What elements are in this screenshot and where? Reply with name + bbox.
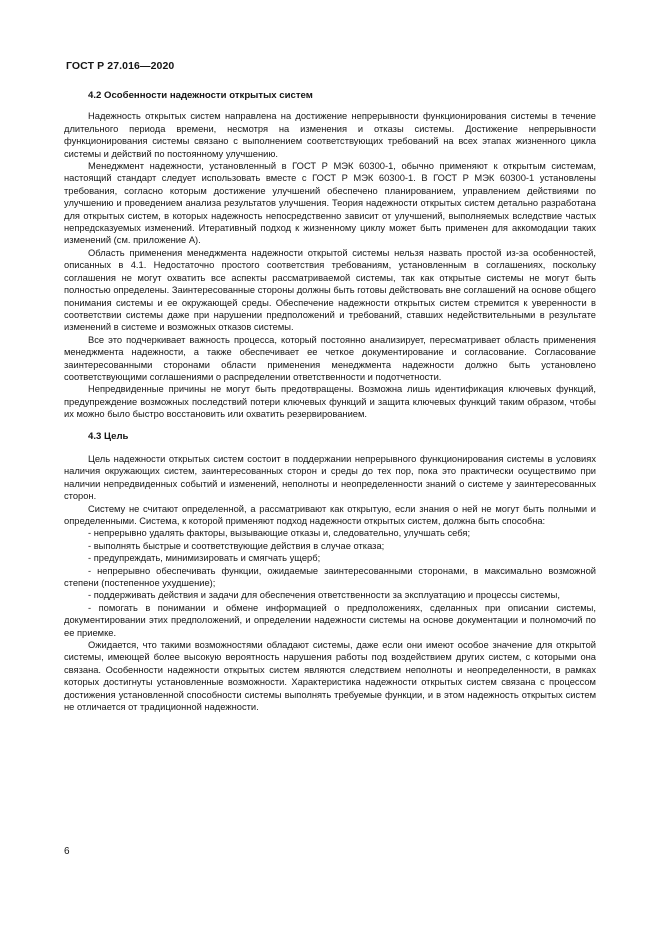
paragraph: Ожидается, что такими возможностями обладают системы, даже если они имеют особое значение для открытой системы, имеющей более высокую вероятность нарушения работы под воздействием других систем, с которыми она связана. Особенности надежности открытых систем являются следствием неполноты и неопределенности, в рамках которых достигнуты установленные возможности. Характеристика надежности открытых систем связана с процессом достижения установленной способности системы выполнять требуемые функции, и в этом надежность открытых систем не отличается от традиционной надежности. — [64, 640, 596, 713]
list-item: - непрерывно удалять факторы, вызывающие отказы и, следовательно, улучшать себя; — [88, 528, 471, 539]
list-item: - предупреждать, минимизировать и смягчать ущерб; — [88, 553, 321, 564]
list-item: - помогать в понимании и обмене информацией о предположениях, сделанных при описании системы, документировании этих предположений, и определении надежности системы на основе документации и полномочий по ее приемке. — [64, 602, 596, 638]
paragraph: Надежность открытых систем направлена на достижение непрерывности функционирования системы в течение длительного периода времени, несмотря на изменения и отказы системы. Достижение непрерывности функционирования системы связано с выполнением соответствующих требований на всех этапах жизненного цикла системы и действий по постоянному улучшению. — [64, 111, 596, 159]
paragraph: Область применения менеджмента надежности открытой системы нельзя назвать простой из-за особенностей, описанных в 4.1. Недостаточно простого соответствия требованиям, установленным в соглашениях, поскольку соглашения не могут охватить все аспекты рассматриваемой системы, так как открытые системы не могут быть полностью определены. Заинтересованные стороны должны быть готовы действовать вне соглашений на основе общего понимания системы и ее окружающей среды. Обеспечение надежности открытых систем стремится к уверенности в соответствии системы даже при нарушении предположений и требований, ставших недействительными в результате изменений в системе и возможных отказов системы. — [64, 247, 596, 333]
document-body — [64, 90, 596, 714]
list-item: - поддерживать действия и задачи для обеспечения ответственности за эксплуатацию и процессы системы, — [88, 590, 560, 601]
paragraph: Цель надежности открытых систем состоит в поддержании непрерывного функционирования системы в условиях наличия окружающих систем, заинтересованных сторон и среды до тех пор, пока это практически осуществимо при наличии непредвиденных событий и изменений, неполноты и неопределенности знаний о системе у заинтересованных сторон. — [64, 453, 596, 502]
document-header: ГОСТ Р 27.016—2020 — [66, 60, 175, 72]
list-item: - непрерывно обеспечивать функции, ожидаемые заинтересованными сторонами, в максимально возможной степени (постепенное ухудшение); — [64, 565, 596, 589]
page-number: 6 — [64, 846, 70, 857]
section-heading-4-2: 4.2 Особенности надежности открытых систем — [88, 90, 313, 101]
paragraph: Менеджмент надежности, установленный в ГОСТ Р МЭК 60300-1, обычно применяют к открытым системам, настоящий стандарт следует использовать вместе с ГОСТ Р МЭК 60300-1. В ГОСТ Р МЭК 60300-1 установлены требования, согласно которым достижение улучшений обеспечено планированием, управлением действиями по улучшению и проведением анализа результатов улучшения. Теория надежности открытых систем детально разработана для открытых систем, в которых надежность непосредственно зависит от улучшений, выполняемых вследствие частых непредсказуемых изменений. Итеративный подход к жизненному циклу может быть применен для аккомодации таких изменений (см. приложение А). — [64, 161, 596, 246]
section-heading-4-3: 4.3 Цель — [88, 430, 129, 442]
list-item: - выполнять быстрые и соответствующие действия в случае отказа; — [88, 540, 385, 551]
paragraph: Все это подчеркивает важность процесса, который постоянно анализирует, пересматривает область применения менеджмента надежности, а также обеспечивает ее четкое документирование и согласование. Согласование заинтересованными сторонами области применения менеджмента надежности должно быть установлено соответствующими соглашениями о распределении ответственности и подотчетности. — [64, 334, 596, 382]
paragraph: Систему не считают определенной, а рассматривают как открытую, если знания о ней не могут быть полными и определенными. Система, к которой применяют подход надежности открытых систем, должна быть способна: — [64, 503, 596, 526]
paragraph: Непредвиденные причины не могут быть предотвращены. Возможна лишь идентификация ключевых функций, предупреждение возможных последствий потери ключевых функций и защита ключевых функций таким образом, чтобы их можно было быстро восстановить или охватить резервированием. — [64, 384, 596, 420]
